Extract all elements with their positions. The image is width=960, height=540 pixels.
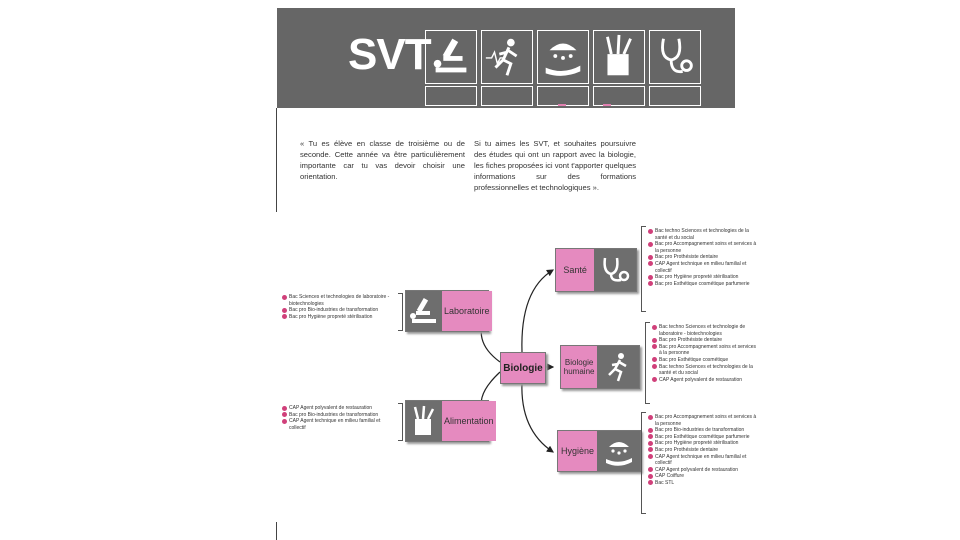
bullet-icon: [652, 325, 657, 330]
bullet-icon: [648, 441, 653, 446]
list-hygiene: [648, 414, 760, 487]
list-bracket: [398, 293, 403, 331]
bullet-icon: [648, 467, 653, 472]
list-sante: [648, 228, 760, 287]
list-item: CAP Agent technique en milieu familial et collectif: [282, 418, 396, 431]
bullet-icon: [282, 308, 287, 313]
bullet-icon: [652, 357, 657, 362]
list-item: Bac pro Esthétique cosmétique parfumerie: [648, 434, 760, 441]
node-hygiene: [557, 430, 641, 472]
list-item: CAP Agent polyvalent de restauration: [282, 405, 396, 412]
list-item: Bac pro Esthétique cosmétique: [652, 357, 760, 364]
list-item: Bac Sciences et technologies de laboratoire - biotechnologies: [282, 294, 398, 307]
bullet-icon: [282, 412, 287, 417]
bullet-icon: [648, 255, 653, 260]
list-item: Bac techno Sciences et technologies de la santé et du social: [652, 364, 760, 377]
list-item: Bac pro Accompagnement soins et services à la personne: [648, 241, 760, 254]
bullet-icon: [652, 364, 657, 369]
list-item: Bac pro Hygiène propreté stérilisation: [648, 274, 760, 281]
node-label: Hygiène: [558, 431, 597, 471]
center-node-biologie: Biologie: [500, 352, 546, 384]
page-title: SVT: [348, 30, 431, 79]
list-item: Bac pro Accompagnement soins et services à la personne: [648, 414, 760, 427]
list-item: Bac pro Accompagnement soins et services à la personne: [652, 344, 760, 357]
list-bracket: [641, 412, 646, 514]
bullet-icon: [652, 377, 657, 382]
bullet-icon: [282, 406, 287, 411]
node-alimentation: [405, 400, 494, 442]
list-item: Bac pro Prothésiste dentaire: [648, 254, 760, 261]
node-sante: [555, 248, 637, 292]
node-laboratoire: [405, 290, 489, 332]
list-item: Bac pro Prothésiste dentaire: [652, 337, 760, 344]
bullet-icon: [648, 474, 653, 479]
list-bracket: [398, 403, 403, 441]
bullet-icon: [648, 281, 653, 286]
list-item: Bac pro Prothésiste dentaire: [648, 447, 760, 454]
list-item: Bac pro Esthétique cosmétique parfumerie: [648, 281, 760, 288]
bullet-icon: [648, 275, 653, 280]
list-item: Bac pro Hygiène propreté stérilisation: [648, 440, 760, 447]
list-biologie-humaine: [652, 324, 760, 383]
list-laboratoire: [282, 294, 398, 320]
node-label: Santé: [556, 249, 594, 291]
bullet-icon: [648, 428, 653, 433]
stethoscope-icon: [594, 249, 636, 291]
bullet-icon: [648, 447, 653, 452]
intro-right-text: Si tu aimes les SVT, et souhaites poursuivre des études qui ont un rapport avec la biologie, les fiches proposées ici vont t'apporter quelques informations sur des formations professionnelles et technologiques ».: [474, 139, 636, 192]
bullet-icon: [648, 454, 653, 459]
bullet-icon: [652, 344, 657, 349]
node-biologie-humaine: [560, 345, 640, 389]
list-item: Bac pro Bio-industries de transformation: [282, 307, 398, 314]
bullet-icon: [282, 314, 287, 319]
bullet-icon: [648, 242, 653, 247]
node-label: Alimentation: [442, 401, 496, 441]
list-item: CAP Agent polyvalent de restauration: [648, 467, 760, 474]
bullet-icon: [648, 415, 653, 420]
list-item: Bac STL: [648, 480, 760, 487]
bullet-icon: [652, 338, 657, 343]
list-alimentation: [282, 405, 396, 431]
microscope-icon: [406, 291, 442, 331]
list-item: Bac pro Bio-industries de transformation: [648, 427, 760, 434]
bullet-icon: [648, 480, 653, 485]
bullet-icon: [648, 229, 653, 234]
hands-wash-icon: [597, 431, 640, 471]
list-bracket: [641, 226, 646, 312]
bullet-icon: [648, 434, 653, 439]
bullet-icon: [282, 419, 287, 424]
vegetables-icon: [406, 401, 442, 441]
intro-left-text: « Tu es élève en classe de troisième ou de seconde. Cette année va être particulièrement importante car tu vas devoir choisir une orientation.: [300, 139, 465, 181]
list-item: CAP Agent technique en milieu familial et collectif: [648, 261, 760, 274]
list-item: CAP Agent technique en milieu familial et collectif: [648, 454, 760, 467]
list-item: CAP Coiffure: [648, 473, 760, 480]
bullet-icon: [648, 261, 653, 266]
list-item: CAP Agent polyvalent de restauration: [652, 377, 760, 384]
runner-icon: [597, 346, 639, 388]
list-item: Bac pro Hygiène propreté stérilisation: [282, 314, 398, 321]
node-label: Laboratoire: [442, 291, 492, 331]
list-item: Bac pro Bio-industries de transformation: [282, 412, 396, 419]
node-label: Biologie humaine: [561, 346, 597, 388]
bullet-icon: [282, 295, 287, 300]
list-item: Bac techno Sciences et technologies de la santé et du social: [648, 228, 760, 241]
list-item: Bac techno Sciences et technologie de laboratoire - biotechnologies: [652, 324, 760, 337]
list-bracket: [645, 322, 650, 404]
